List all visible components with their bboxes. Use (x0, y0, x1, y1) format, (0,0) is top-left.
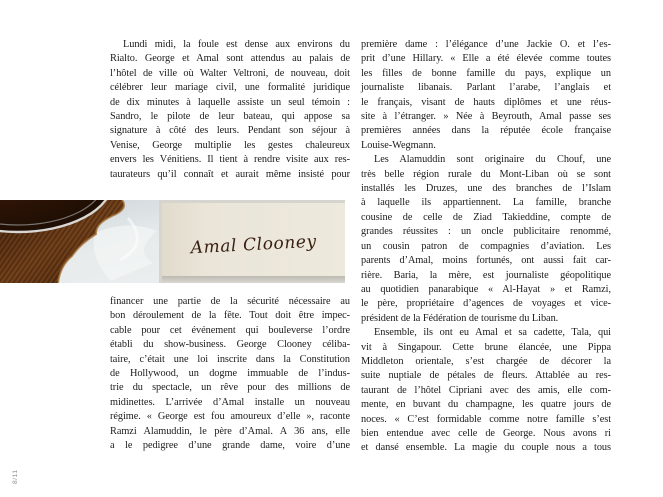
text-line: Les Alamuddin sont originaire du Chouf, une (374, 154, 611, 166)
place-card-script: Amal Clooney (190, 231, 318, 259)
text-line: financer une partie de la sécurité nécessaire au (110, 296, 350, 307)
text-line: Rialto. George et Amal sont attendus au palais de (110, 53, 350, 65)
text-line: régime. « George est fou amoureux d’elle », raconte (110, 411, 350, 423)
text-line: parents d’Amal, moins fortunés, ont aussi fait car- (361, 255, 611, 267)
text-line: l’hôtel de ville où Walter Veltroni, de nouveau, doit (110, 67, 350, 79)
table-setting-photo (0, 200, 345, 283)
text-line: Sandro, le pilote de leur bateau, qui appose sa (110, 111, 350, 123)
text-line: de dix minutes à laquelle assiste un seul témoin : (110, 96, 350, 108)
text-line: au quotidien panarabique « Al-Hayat » et Ramzi, (361, 283, 611, 295)
text-line: premières années dans la réputée école française (361, 125, 611, 137)
text-line: Lundi midi, la foule est dense aux environs du (123, 39, 350, 50)
column-left-bottom (110, 295, 350, 453)
text-line: le français, visant de hauts diplômes et une réus- (361, 96, 611, 108)
text-line: première dame : l’élégance d’une Jackie O. et l’es- (361, 39, 611, 50)
text-line: Venise, George multiplie les gestes chaleureux (110, 139, 350, 151)
text-line: rière. Baria, la mère, est journaliste géopolitique (361, 269, 611, 281)
text-line: bon déroulement de la fête. Tout doit être impec- (110, 310, 350, 322)
text-line: Ensemble, ils ont eu Amal et sa cadette, Tala, qui (374, 327, 611, 339)
text-line: à laquelle ils appartiennent. La famille, branche (361, 197, 611, 209)
text-line: célébrer leur mariage civil, une formalité juridique (110, 82, 350, 94)
text-line: de Hollywood, un dogme immuable de l’indus- (110, 368, 350, 380)
place-card-shadow (162, 276, 345, 283)
text-line: président de la Fédération de tourisme du Liban. (361, 312, 559, 324)
text-line: a le pedigree d’une grande dame, voire d’une (110, 440, 350, 452)
text-line: les filles de bonne famille du pays, explique un (361, 67, 611, 79)
text-line: très belle région rurale du Mont-Liban où se sont (361, 168, 611, 180)
text-line: taire, c’était une loi inscrite dans la Constitution (110, 353, 350, 365)
text-line: midinettes. L’arrivée d’Amal installe un nouveau (110, 396, 350, 408)
text-line: cable pour cet événement qui bouleverse l’ordre (110, 324, 350, 336)
column-right (361, 38, 611, 456)
text-line: taurant de l’hôtel Cipriani avec des amis, elle com- (361, 384, 611, 396)
text-line: trie du spectacle, un rêve pour des millions de (110, 382, 350, 394)
text-line: grandes réussites : un oncle publicitaire renommé, (361, 226, 611, 238)
text-line: Louise-Wegmann. (361, 139, 436, 151)
text-line: suite nuptiale de pétales de fleurs. Attablée au res- (361, 370, 611, 382)
text-line: un cousin patron de compagnies d’aviation. Les (361, 240, 611, 252)
text-line: taurateurs qu’il connaît et aurait même insisté pour (110, 168, 350, 180)
text-line: bien entendue avec celle de George. Nous avons ri (361, 427, 611, 439)
text-line: Middleton orientale, s’est chargée de décorer la (361, 355, 611, 367)
text-line: le père, propriétaire d’agences de voyages et vice- (361, 298, 611, 310)
column-left-top (110, 38, 350, 182)
text-line: journaliste libanais. Parlant l’arabe, l’anglais et (361, 82, 611, 94)
text-line: mente, en buvant du champagne, les quatre jours de (361, 399, 611, 411)
text-line: envers les Vénitiens. Il tient à rendre visite aux res- (110, 154, 350, 166)
text-line: signature à côté des leurs. Pendant son séjour à (110, 125, 350, 137)
page-number: 8/11 (12, 469, 19, 484)
text-line: site à l’étranger. » Née à Beyrouth, Amal passe ses (361, 111, 611, 123)
text-line: cousine de celle de Ziad Takieddine, compte de (361, 211, 611, 223)
text-line: Ramzi Alamuddin, le père d’Amal. A 36 ans, elle (110, 425, 350, 437)
text-line: et dansé ensemble. La magie du couple nous a tous (361, 442, 611, 454)
text-line: vit à Singapour. Cette brune élancée, une Pippa (361, 341, 611, 353)
table-setting-illustration (0, 200, 345, 283)
text-line: noces. « C’est formidable comme notre famille s’est (361, 413, 611, 425)
text-line: prit d’une Hillary. « Elle a été élevée comme toutes (361, 53, 611, 65)
text-line: établi du show-business. George Clooney céliba- (110, 339, 350, 351)
text-line: installés les Druzes, une des branches de l’Islam (361, 183, 611, 195)
